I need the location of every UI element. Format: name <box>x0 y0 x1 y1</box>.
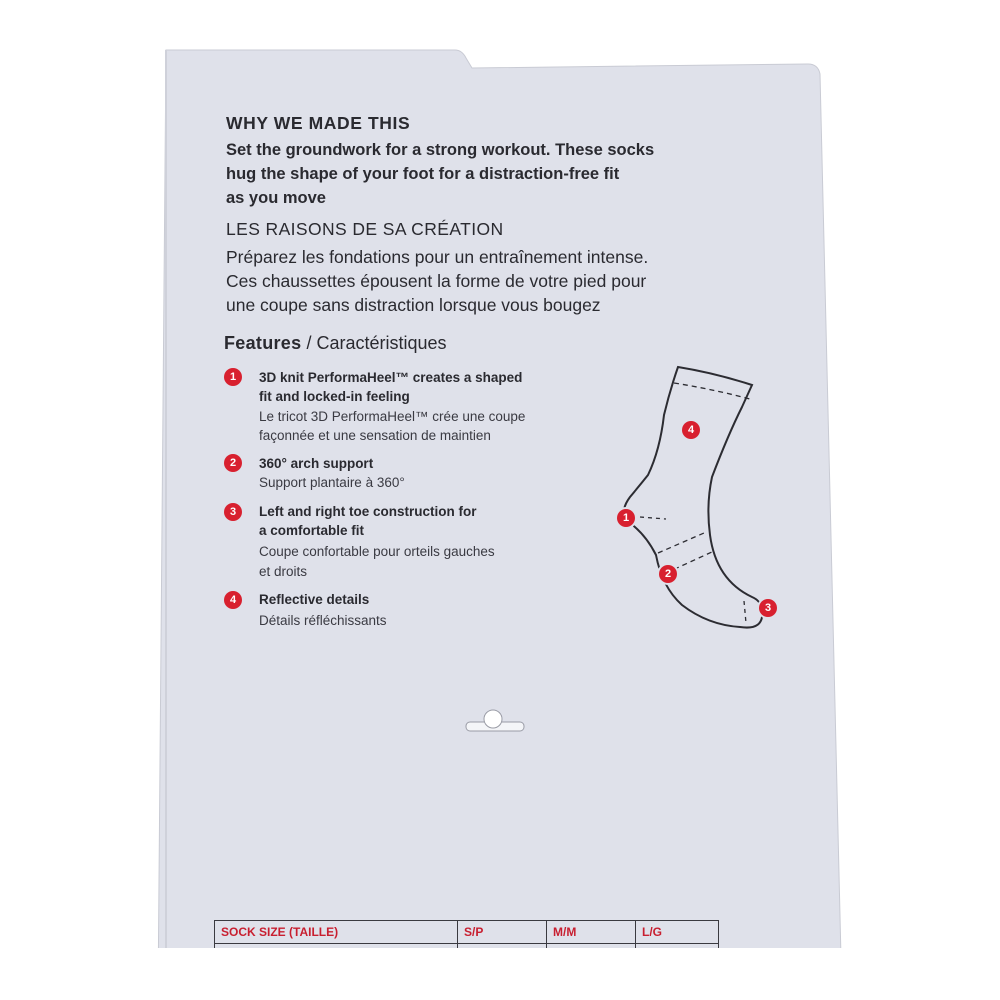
diagram-badge: 2 <box>659 565 677 583</box>
features-title-fr: Caractéristiques <box>316 333 447 353</box>
feature-text-en: fit and locked-in feeling <box>259 389 410 404</box>
feature-text-fr: Support plantaire à 360° <box>259 475 405 490</box>
why-heading-fr: LES RAISONS DE SA CRÉATION <box>226 219 504 239</box>
why-body-en-line: as you move <box>226 189 326 207</box>
feature-text-en: Reflective details <box>259 592 370 607</box>
diagram-badge: 3 <box>759 599 777 617</box>
arch-stitch <box>658 533 704 553</box>
why-heading-en: WHY WE MADE THIS <box>226 113 411 133</box>
feature-text-fr: et droits <box>259 564 308 579</box>
feature-text-fr: Le tricot 3D PerformaHeel™ crée une coupe <box>259 409 526 424</box>
features-title-en: Features <box>224 333 302 353</box>
feature-text-fr: Détails réfléchissants <box>259 613 387 628</box>
feature-number-badge: 4 <box>224 591 242 609</box>
diagram-badge: 1 <box>617 509 635 527</box>
photo-bottom-edge <box>0 948 1000 1000</box>
diagram-badge: 4 <box>682 421 700 439</box>
size-header-cell: L/G <box>636 921 719 944</box>
why-body-en-line: hug the shape of your foot for a distraction-free fit <box>226 165 620 183</box>
sock-cuff-stitch <box>674 383 750 399</box>
features-title <box>224 333 447 354</box>
feature-text-en: a comfortable fit <box>259 523 365 538</box>
why-body-fr-line: Préparez les fondations pour un entraînement intense. <box>226 247 649 267</box>
feature-number-badge: 1 <box>224 368 242 386</box>
size-header-cell: SOCK SIZE (TAILLE) <box>215 921 458 944</box>
why-body-fr-line: une coupe sans distraction lorsque vous bougez <box>226 295 601 315</box>
why-body-en-line: Set the groundwork for a strong workout. These socks <box>226 141 655 159</box>
toe-stitch <box>744 601 746 623</box>
feature-text-en: 360° arch support <box>259 456 374 471</box>
feature-number-badge: 2 <box>224 454 242 472</box>
why-body-fr-line: Ces chaussettes épousent la forme de votre pied pour <box>226 271 647 291</box>
heel-stitch <box>640 517 666 519</box>
feature-text-fr: façonnée et une sensation de maintien <box>259 428 491 443</box>
size-header-cell: M/M <box>547 921 636 944</box>
feature-number-badge: 3 <box>224 503 242 521</box>
size-header-cell: S/P <box>458 921 547 944</box>
size-table-header-row <box>215 921 719 944</box>
feature-text-fr: Coupe confortable pour orteils gauches <box>259 544 495 559</box>
features-title-separator: / <box>301 333 317 353</box>
feature-text-en: 3D knit PerformaHeel™ creates a shaped <box>259 370 523 385</box>
feature-text-en: Left and right toe construction for <box>259 504 477 519</box>
sock-outline <box>624 367 762 628</box>
